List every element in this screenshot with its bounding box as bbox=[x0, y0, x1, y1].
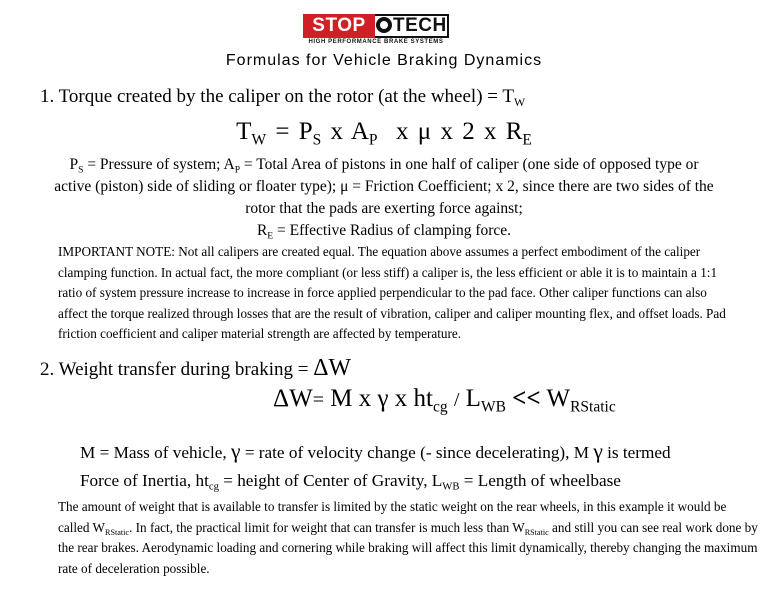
logo-tagline: HIGH PERFORMANCE BRAKE SYSTEMS bbox=[308, 39, 444, 45]
weight-transfer-formula: ΔW= M x γ x $ht_{cg} / L_{WB} << W_{RStatic}$ bbox=[273, 385, 616, 416]
important-note: IMPORTANT NOTE: Not all calipers are created equal. The equation above assumes a perfect embodiment of the caliper clamping function. In actual fact, the more compliant (or less stiff) a caliper is, the less efficient or able it is to maintain a 1:1 ratio of system pressure increase to increase in force applied perpendicular to the pad face. Other caliper functions can also affect the torque realized through losses that are the result of vibration, caliper and caliper mounting flex, and offset loads. Pad friction coefficient and caliper material strength are affected by temperature. bbox=[58, 244, 726, 341]
weight-transfer-definitions: M = Mass of vehicle, γ = rate of velocity change (- since decelerating), M γ is termed Force of Inertia, $ht_{cg}$ = height of Center of Gravity, $L_{WB}$ = Length of wheelbase bbox=[80, 439, 671, 493]
weight-limit-paragraph: The amount of weight that is available to transfer is limited by the static weight on the rear wheels, in this example it would be called $W_{RStatic}$. In fact, the practical limit for weight that can transfer is much less than $W_{RStatic}$ and still you can see real work done by the rear brakes. Aerodynamic loading and cornering while braking will affect this limit dynamically, thereby changing the maximum rate of deceleration possible. bbox=[58, 499, 758, 576]
torque-definitions: $P_S$ = Pressure of system; $A_P$ = Total Area of pistons in one half of caliper (one side of opposed type or active (piston) side of sliding or floater type); μ = Friction Coefficient; x 2, since there are two sides of the rotor that the pads are exerting force against; $R_E$ = Effective Radius of clamping force. bbox=[54, 156, 714, 242]
torque-formula: $T_W = P_S$ x $A_P$ x μ x 2 x $R_E$ bbox=[236, 118, 532, 149]
section2-heading: 2. Weight transfer during braking = ΔW bbox=[40, 355, 351, 381]
logo-disc-icon bbox=[375, 15, 393, 35]
page-title: Formulas for Vehicle Braking Dynamics bbox=[225, 52, 543, 69]
logo-brand-right: TECH bbox=[393, 15, 447, 36]
logo-brand-left: STOP bbox=[303, 14, 375, 38]
section1-heading: 1. Torque created by the caliper on the rotor (at the wheel) = $T_W$ bbox=[40, 86, 526, 110]
stoptech-logo bbox=[303, 14, 449, 48]
